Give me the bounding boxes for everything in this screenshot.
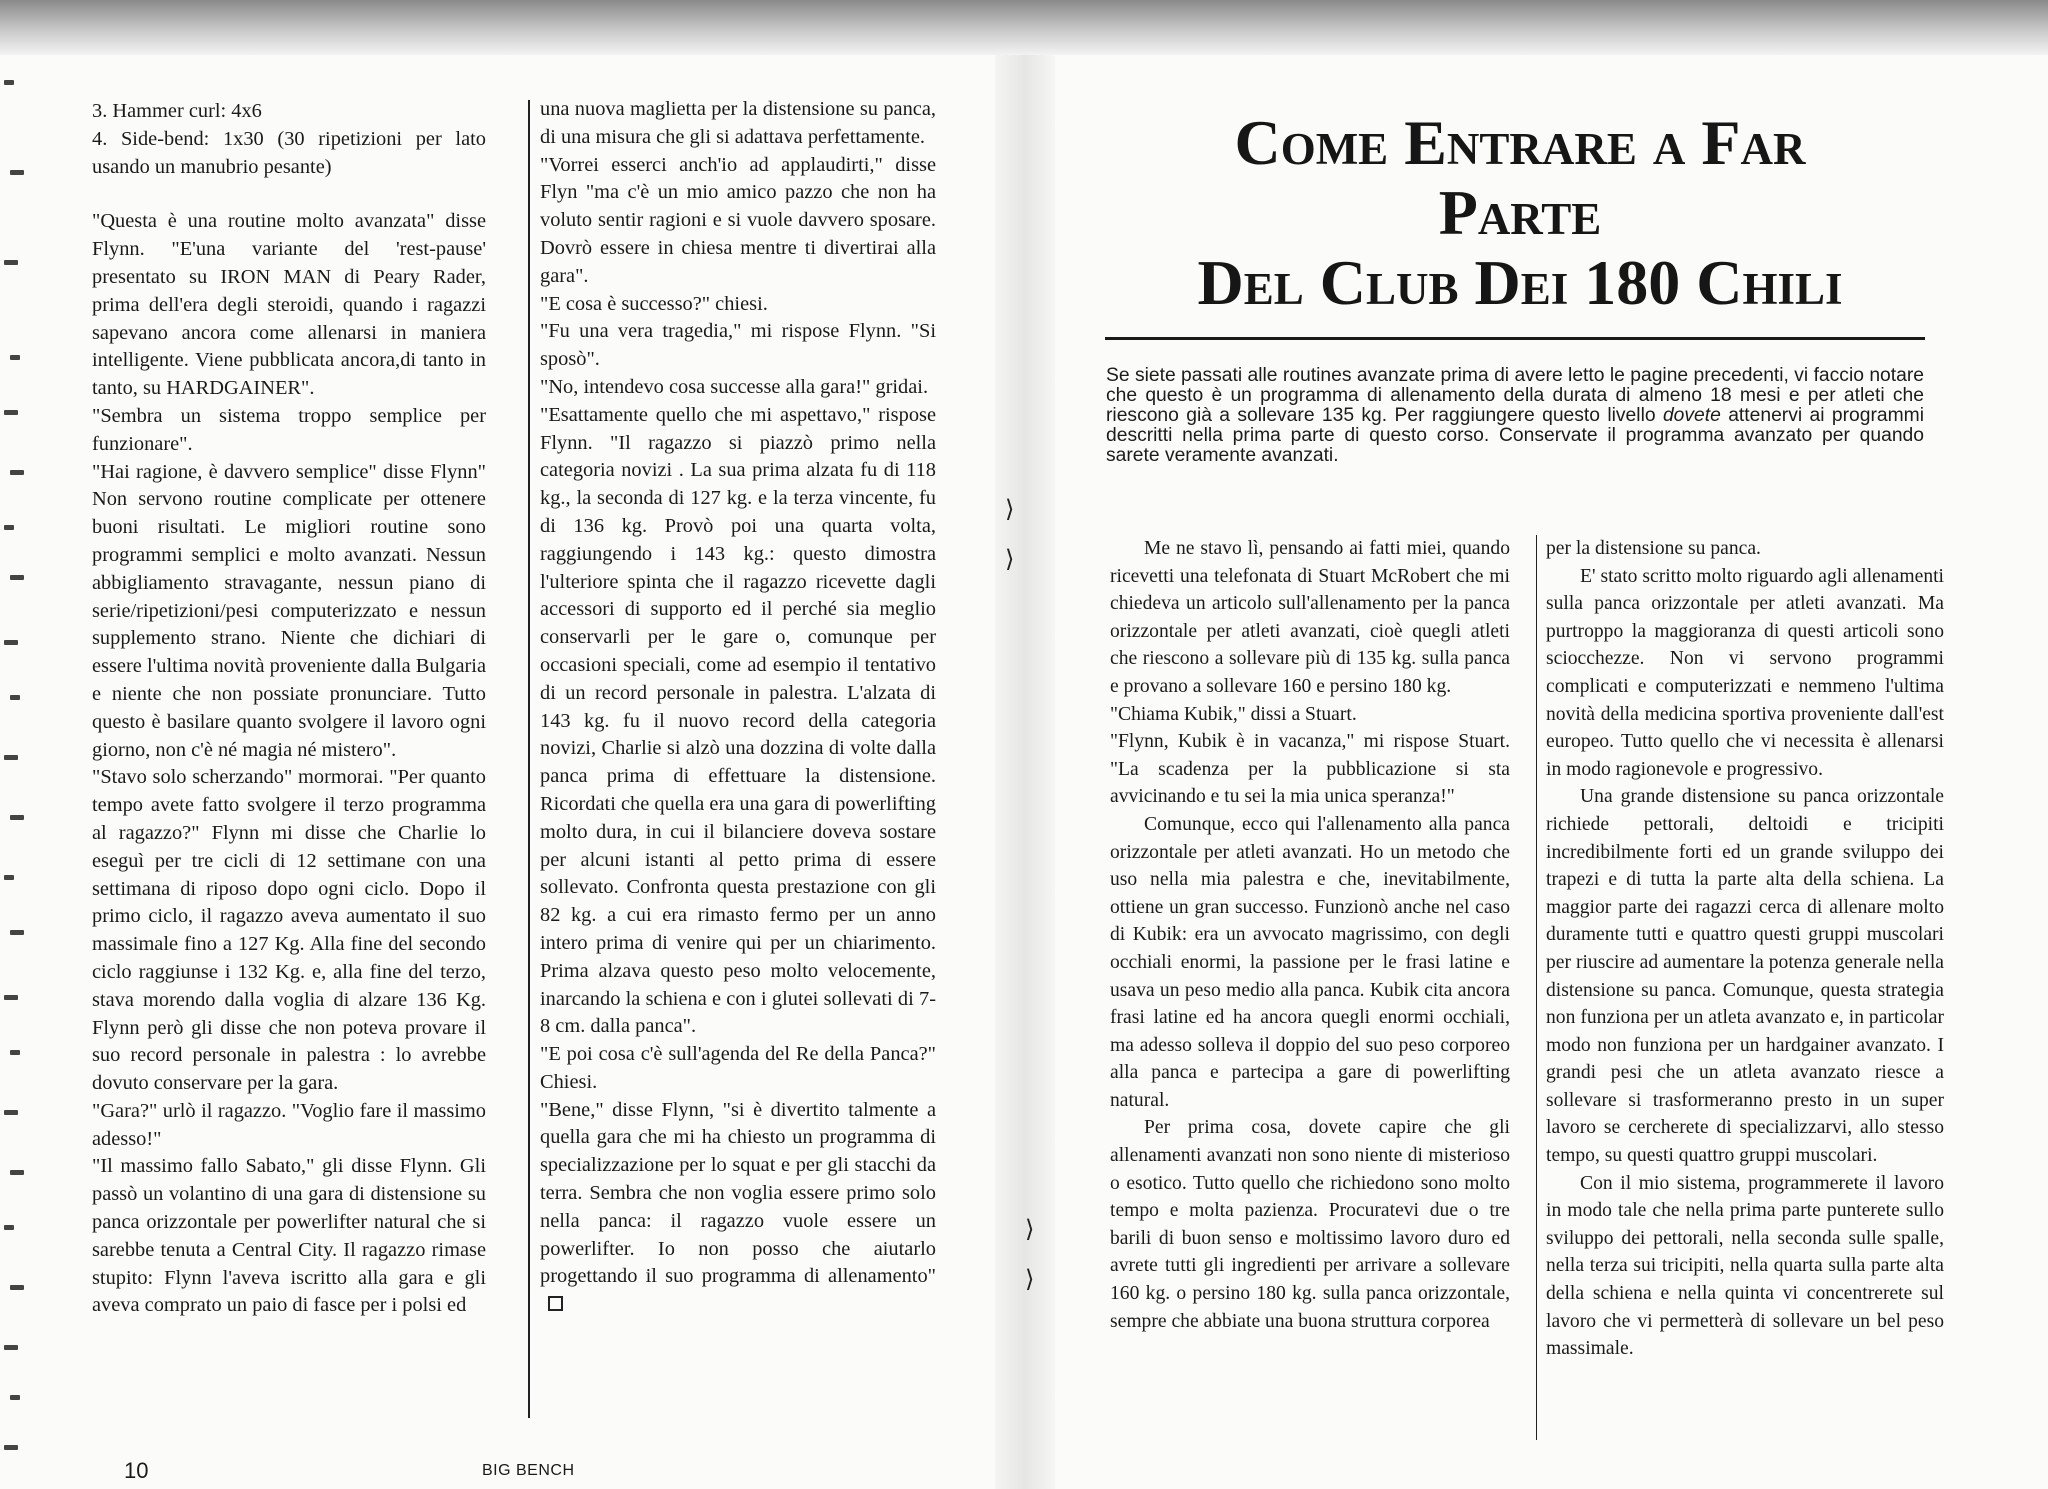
title-rule [1105, 337, 1925, 340]
edge-mark [4, 80, 14, 85]
paragraph: "Questa è una routine molto avanzata" disse Flynn. "E'una variante del 'rest-pause' presentato su IRON MAN di Peary Rader, prima dell'era degli steroidi, quando i ragazzi sapevano ancora come allenarsi in maniera intelligente. Viene pubblicata ancora,di tanto in tanto, su HARDGAINER". [92, 210, 486, 400]
edge-mark [4, 640, 18, 645]
edge-mark [4, 995, 18, 1000]
binding-mark: ⟩ [1025, 1215, 1035, 1243]
paragraph: "Chiama Kubik," dissi a Stuart. [1110, 703, 1357, 725]
edge-mark [10, 355, 20, 360]
title-line: Del Club Dei 180 Chili [1197, 247, 1843, 318]
intro-text: attenervi ai programmi descritti nella prima parte di questo corso. Conservate il programma avanzato per quando sarete veramente avanzati. [1106, 405, 1924, 466]
binding-mark: ⟩ [1025, 1265, 1035, 1293]
paragraph: una nuova maglietta per la distensione su panca, di una misura che gli si adattava perfettamente. [540, 98, 936, 148]
edge-mark [4, 1110, 18, 1115]
magazine-name: BIG BENCH [482, 1462, 575, 1479]
title-line: Parte [1438, 177, 1602, 248]
binding-mark: ⟩ [1005, 545, 1015, 573]
edge-mark [10, 815, 24, 820]
title-line: Come Entrare a Far [1234, 107, 1806, 178]
edge-mark [10, 1170, 24, 1175]
binding-gutter [995, 55, 1055, 1489]
left-page-column-2 [540, 96, 936, 1319]
article-title [1100, 108, 1940, 318]
paragraph [540, 1097, 936, 1319]
right-page-column-1 [1110, 535, 1510, 1335]
edge-mark [10, 170, 24, 175]
intro-emphasis: dovete [1662, 405, 1721, 426]
paragraph: "No, intendevo cosa successe alla gara!" gridai. [540, 375, 929, 398]
right-page-column-2 [1546, 535, 1944, 1363]
edge-mark [4, 525, 14, 530]
edge-mark [10, 930, 24, 935]
paragraph: "Sembra un sistema troppo semplice per funzionare". [92, 404, 486, 455]
paragraph-text: "Bene," disse Flynn, "si è divertito talmente a quella gara che mi ha chiesto un programma di specializzazione per lo squat e per gli stacchi da terra. Sembra che non voglia essere primo solo nella panca: il ragazzo vuole essere un powerlifter. Io non posso che aiutarlo progettando il suo programma di allenamento" [540, 1098, 936, 1288]
edge-mark [10, 1050, 20, 1055]
article-intro [1106, 366, 1924, 466]
paragraph: 3. Hammer curl: 4x6 [92, 100, 262, 122]
paragraph: Per prima cosa, dovete capire che gli allenamenti avanzati non sono niente di misterioso o esotico. Tutto quello che richiedono sono molto tempo e molta pazienza. Procuratevi due o tre barili di buon senso e moltissimo lavoro duro ed avrete tutti gli ingredienti per arrivare a sollevare 160 kg. o persino 180 kg. sulla panca orizzontale, sempre che abbiate una buona struttura corporea [1110, 1117, 1510, 1332]
paragraph: 4. Side-bend: 1x30 (30 ripetizioni per lato usando un manubrio pesante) [92, 127, 486, 178]
paragraph: "E cosa è successo?" chiesi. [540, 292, 768, 315]
edge-mark [10, 695, 20, 700]
paragraph: Comunque, ecco qui l'allenamento alla panca orizzontale per atleti avanzati. Ho un metodo che uso nella mia palestra e che, inevitabilmente, ottiene un gran successo. Funzionò anche nel caso di Kubik: era un avvocato magrissimo, con degli occhiali enormi, la passione per le frasi latine e usava un peso medio alla panca. Kubik cita ancora frasi latine ed ha ancora quegli enormi occhiali, ma adesso solleva il doppio del suo peso corporeo alla panca e partecipa a gare di powerlifting natural. [1110, 813, 1510, 1111]
paragraph: "Stavo solo scherzando" mormorai. "Per quanto tempo avete fatto svolgere il terzo programma al ragazzo?" Flynn mi disse che Charlie lo eseguì per tre cicli di 12 settimane con una settimana di riposo dopo ogni ciclo. Dopo il primo ciclo, il ragazzo aveva aumentato il suo massimale fino a 127 Kg. Alla fine del secondo ciclo raggiunse i 132 Kg. e, alla fine del terzo, stava morendo dalla voglia di alzare 136 Kg. Flynn però gli disse che non poteva provare il suo record personale in palestra : lo avrebbe dovuto conservare per la gara. [92, 766, 486, 1095]
page-number: 10 [124, 1458, 149, 1483]
intro-text: Se siete passati alle routines avanzate prima di avere letto le pagine precedenti, vi faccio notare che questo è un programma di allenamento della durata di almeno 18 mesi e per atleti che riescono già a sollevare 135 kg. Per raggiungere questo livello [1106, 365, 1924, 426]
paragraph: "Gara?" urlò il ragazzo. "Voglio fare il massimo adesso!" [92, 1099, 486, 1150]
binding-mark: ⟩ [1005, 495, 1015, 523]
edge-mark [4, 1225, 14, 1230]
edge-mark [10, 575, 24, 580]
paragraph: "Vorrei esserci anch'io ad applaudirti," disse Flyn "ma c'è un mio amico pazzo che non ha voluto sentir ragioni e si vuole davvero sposare. Dovrò essere in chiesa mentre ti divertirai alla gara". [540, 153, 936, 287]
edge-mark [10, 1395, 20, 1400]
paragraph: "E poi cosa c'è sull'agenda del Re della Panca?" Chiesi. [540, 1043, 936, 1093]
paragraph: E' stato scritto molto riguardo agli allenamenti sulla panca orizzontale per atleti avanzati. Ma purtroppo la maggioranza di questi articoli sono sciocchezze. Non vi servono programmi complicati e computerizzati e nemmeno l'ultima novità della medicina sportiva proveniente dall'est europeo. Tutto quello che vi necessita è allenarsi in modo ragionevole e progressivo. [1546, 565, 1944, 780]
edge-mark [4, 875, 14, 880]
edge-mark [4, 1445, 18, 1450]
edge-mark [10, 1285, 24, 1290]
paragraph: "Hai ragione, è davvero semplice" disse Flynn" Non servono routine complicate per ottenere buoni risultati. Le migliori routine sono programmi semplici e molto avanzati. Nessun abbigliamento stravagante, nessun piano di serie/ripetizioni/pesi computerizzato e nessun supplemento strano. Niente che dichiari di essere l'ultima novità proveniente dalla Bulgaria e niente che non possiate pronunciare. Tutto questo è basilare quanto svolgere il lavoro ogni giorno, non c'è né magia né mistero". [92, 460, 486, 761]
paragraph: Con il mio sistema, programmerete il lavoro in modo tale che nella prima parte punterete sullo sviluppo dei pettorali, nella seconda sulle spalle, nella terza sui tricipiti, nella quarta sulla parte alta della schiena e nella quinta vi concentrerete sul lavoro che vi permetterà di sollevare un bel peso massimale. [1546, 1172, 1944, 1360]
edge-mark [4, 260, 18, 265]
edge-mark [4, 410, 18, 415]
paragraph: Me ne stavo lì, pensando ai fatti miei, quando ricevetti una telefonata di Stuart McRobert che mi chiedeva un articolo sull'allenamento per la panca orizzontale per atleti avanzati, cioè quegli atleti che riescono a sollevare più di 135 kg. sulla panca e provano a sollevare 160 e persino 180 kg. [1110, 538, 1510, 697]
paragraph: "Flynn, Kubik è in vacanza," mi rispose Stuart. "La scadenza per la pubblicazione si sta avvicinando e tu sei la mia unica speranza!" [1110, 731, 1510, 808]
column-rule [528, 100, 530, 1418]
edge-mark [10, 470, 24, 475]
scan-shadow-top [0, 0, 2048, 55]
paragraph: Una grande distensione su panca orizzontale richiede pettorali, deltoidi e tricipiti incredibilmente forti ed un grande sviluppo dei trapezi e di tutta la parte alta della schiena. La maggior parte dei ragazzi cerca di allenare molto duramente tutti e quattro questi gruppi muscolari per riuscire ad aumentare la potenza generale nella distensione su panca. Comunque, questa strategia non funziona per un atleta avanzato e, in particolar modo non funziona per un hardgainer avanzato. I grandi pesi che un atleta avanzato riesce a sollevare si trasformeranno presto in un super lavoro se cercherete di specializzarvi, allo stesso tempo, su questi quattro gruppi muscolari. [1546, 786, 1944, 1167]
paragraph: "Fu una vera tragedia," mi rispose Flynn. "Si sposò". [540, 320, 936, 371]
edge-mark [4, 755, 18, 760]
column-rule [1536, 535, 1537, 1440]
page-edge-left [0, 55, 60, 1489]
end-of-article-box-icon [548, 1296, 563, 1311]
paragraph: per la distensione su panca. [1546, 538, 1761, 559]
left-page-column-1 [92, 98, 486, 1320]
paragraph: "Il massimo fallo Sabato," gli disse Flynn. Gli passò un volantino di una gara di distensione su panca orizzontale per powerlifter natural che si sarebbe tenuta a Central City. Il ragazzo rimase stupito: Flynn l'aveva iscritto alla gara e gli aveva comprato un paio di fasce per i polsi ed [92, 1155, 486, 1317]
edge-mark [4, 1345, 18, 1350]
paragraph: "Esattamente quello che mi aspettavo," rispose Flynn. "Il ragazzo si piazzò primo nella categoria novizi . La sua prima alzata fu di 118 kg., la seconda di 127 kg. e la terza vincente, fu di 136 kg. Provò poi una quarta volta, raggiungendo i 143 kg.: questo dimostra l'ulteriore spinta che il ragazzo ricevette dagli accessori di supporto ed il perché sia meglio conservarli per le gare o, comunque per occasioni speciali, come ad esempio il tentativo di un record personale in palestra. L'alzata di 143 kg. fu il nuovo record della categoria novizi, Charlie si alzò una dozzina di volte dalla panca prima di effettuare la distensione. Ricordati che quella era una gara di powerlifting molto dura, in cui il bilanciere doveva sostare per alcuni istanti al petto prima di essere sollevato. Confronta questa prestazione con gli 82 kg. a cui era rimasto fermo per un anno intero prima di venire qui per un chiarimento. Prima alzava questo peso molto velocemente, inarcando la schiena e con i glutei sollevati di 7-8 cm. dalla panca". [540, 403, 936, 1038]
